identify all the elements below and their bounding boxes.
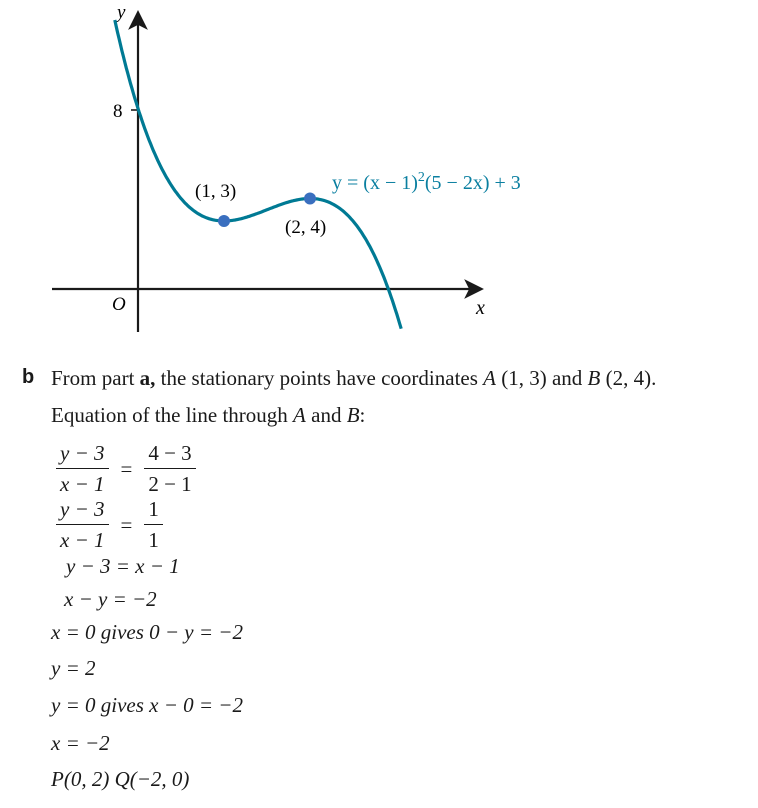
denominator: x − 1	[56, 468, 109, 497]
fraction-left-2	[56, 497, 109, 553]
point-b-label: (2, 4)	[285, 217, 327, 238]
numerator: 4 − 3	[148, 441, 192, 465]
point-b-name: B	[587, 366, 601, 390]
step-line: x = 0 gives 0 − y = −2	[51, 620, 243, 644]
fraction-right-2	[144, 497, 163, 553]
equals-sign: =	[120, 512, 133, 537]
heading-a: A	[293, 403, 306, 427]
heading-b: B	[346, 403, 360, 427]
point-a-name: A	[483, 366, 496, 390]
y-axis-label: y	[117, 2, 126, 23]
heading-text-1: Equation of the line through	[51, 403, 294, 427]
point-b-coord: (2, 4).	[600, 366, 657, 390]
cubic-graph	[0, 0, 758, 345]
y-tick-label: 8	[113, 101, 123, 122]
part-label: b	[22, 366, 35, 388]
denominator: 1	[144, 524, 163, 553]
denominator: x − 1	[56, 524, 109, 553]
step-line: x = −2	[51, 731, 110, 755]
heading-text-3: :	[359, 403, 366, 427]
step-line: y = 2	[51, 656, 96, 680]
numerator: y − 3	[60, 497, 105, 521]
fraction-equation-2	[52, 497, 167, 553]
fraction-left-1	[56, 441, 109, 497]
equals-sign: =	[120, 456, 133, 481]
step-line: x − y = −2	[64, 587, 157, 611]
denominator: 2 − 1	[144, 468, 195, 497]
step-line: P(0, 2) Q(−2, 0)	[51, 767, 190, 791]
point-a-coord: (1, 3) and	[495, 366, 588, 390]
line-equation-heading	[51, 403, 365, 428]
numerator: 1	[148, 497, 159, 521]
origin-label: O	[112, 294, 126, 315]
fraction-right-1	[144, 441, 195, 497]
numerator: y − 3	[60, 441, 105, 465]
fraction-equation-1	[52, 441, 200, 497]
step-line: y = 0 gives x − 0 = −2	[51, 693, 243, 717]
intro-line	[51, 366, 656, 391]
step-line: y − 3 = x − 1	[66, 554, 180, 578]
stationary-point-a	[218, 215, 230, 227]
point-a-label: (1, 3)	[195, 181, 237, 202]
curve-equation-label: $y = (x - 1)^2(5 - 2x) + 3$	[332, 170, 521, 194]
x-axis-label: x	[476, 297, 485, 319]
stationary-point-b	[304, 193, 316, 205]
intro-part-ref: a,	[139, 366, 156, 390]
intro-text-1: From part	[51, 366, 140, 390]
intro-text-2: the stationary points have coordinates	[155, 366, 484, 390]
heading-text-2: and	[305, 403, 347, 427]
